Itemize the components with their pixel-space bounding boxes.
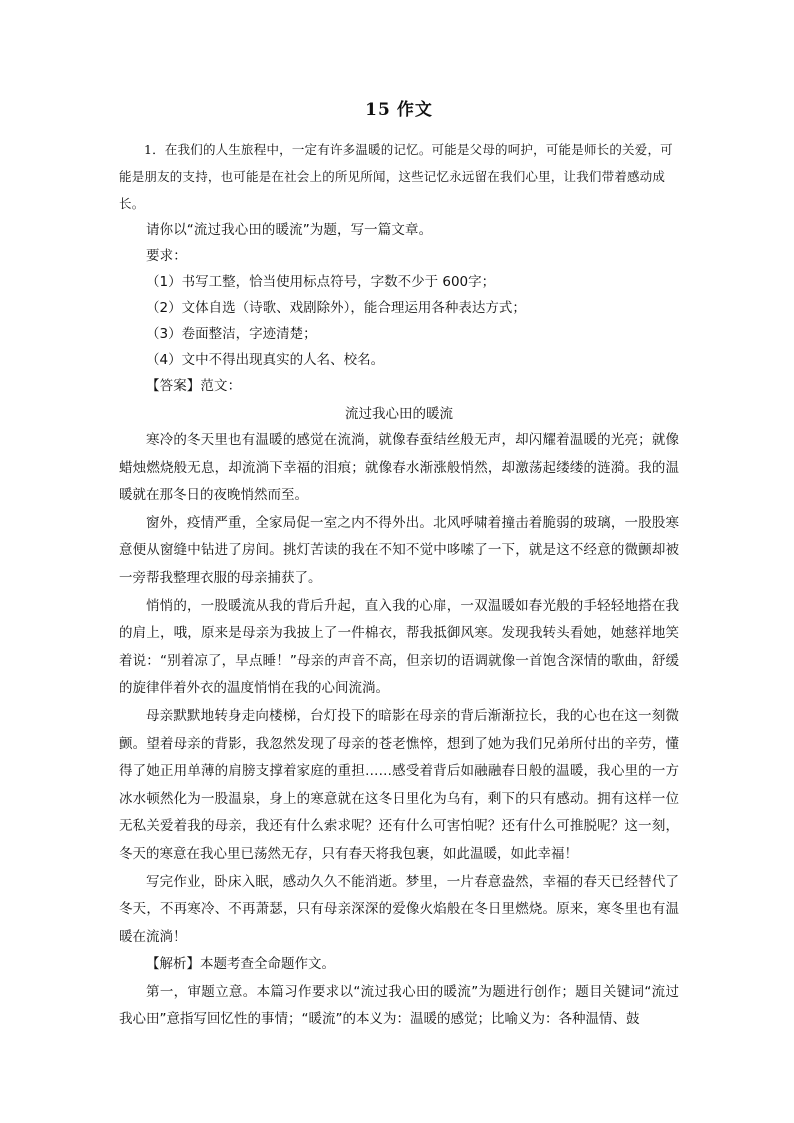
- essay-paragraph: 寒冷的冬天里也有温暖的感觉在流淌，就像春蚕结丝般无声，却闪耀着温暖的光亮；就像蜡烛燃烧般无息，却流淌下幸福的泪痕；就像春水渐涨般悄然，却激荡起缕缕的涟漪。我的温暖就在那冬日的夜晚悄然而至。: [119, 432, 679, 504]
- requirement-item: （2）文体自选（诗歌、戏剧除外），能合理运用各种表达方式；: [146, 300, 526, 316]
- requirement-item: （3）卷面整洁，字迹清楚；: [146, 326, 317, 342]
- analysis-tag: 【解析】: [146, 956, 200, 973]
- analysis-section: [119, 951, 679, 1034]
- page-title: [119, 98, 679, 122]
- page-content: [119, 98, 679, 1034]
- requirement-item: （4）文中不得出现真实的人名、校名。: [146, 352, 385, 368]
- answer-heading: [119, 373, 679, 399]
- analysis-heading: [119, 951, 679, 979]
- analysis-lead: 本题考查全命题作文。: [200, 956, 335, 973]
- analysis-paragraph: 第一，审题立意。本篇习作要求以“流过我心田的暖流”为题进行创作；题目关键词“流过我心田”意指写回忆性的事情；“暖流”的本义为：温暖的感觉；比喻义为：各种温情、鼓: [119, 983, 679, 1028]
- title-text: 作文: [396, 100, 433, 120]
- essay-body: [119, 427, 679, 951]
- question-instruction: 请你以“流过我心田的暖流”为题，写一篇文章。: [146, 222, 433, 238]
- answer-tag: 【答案】: [146, 378, 201, 394]
- essay-paragraph: 写完作业，卧床入眠，感动久久不能消逝。梦里，一片春意盎然，幸福的春天已经替代了冬天，不再寒冷、不再萧瑟，只有母亲深深的爱像火焰般在冬日里燃烧。原来，寒冬里也有温暖在流淌！: [119, 873, 679, 945]
- essay-paragraph: 窗外，疫情严重，全家局促一室之内不得外出。北风呼啸着撞击着脆弱的玻璃，一股股寒意便从窗缝中钻进了房间。挑灯苦读的我在不知不觉中哆嗦了一下，就是这不经意的微颤却被一旁帮我整理衣服的母亲捕获了。: [119, 514, 679, 586]
- title-number: 15: [365, 100, 391, 120]
- requirements-label: 要求：: [146, 248, 187, 264]
- essay-paragraph: 母亲默默地转身走向楼梯，台灯投下的暗影在母亲的背后渐渐拉长，我的心也在这一刻微颤。望着母亲的背影，我忽然发现了母亲的苍老憔悴，想到了她为我们兄弟所付出的辛劳，懂得了她正用单薄的肩膀支撑着家庭的重担……感受着背后如融融春日般的温暖，我心里的一方冰水顿然化为一股温泉，身上的寒意就在这冬日里化为乌有，剩下的只有感动。拥有这样一位无私关爱着我的母亲，我还有什么索求呢？还有什么可害怕呢？还有什么可推脱呢？这一刻，冬天的寒意在我心里已荡然无存，只有春天将我包裹，如此温暖，如此幸福！: [119, 707, 679, 862]
- essay-paragraph: 悄悄的，一股暖流从我的背后升起，直入我的心扉，一双温暖如春光般的手轻轻地搭在我的肩上，哦，原来是母亲为我披上了一件棉衣，帮我抵御风寒。发现我转头看她，她慈祥地笑着说：“别着凉了，早点睡！”母亲的声音不高，但亲切的语调就像一首饱含深情的歌曲，舒缓的旋律伴着外衣的温度悄悄在我的心间流淌。: [119, 597, 679, 697]
- essay-title: 流过我心田的暖流: [345, 406, 453, 422]
- requirement-item: （1）书写工整，恰当使用标点符号，字数不少于 600字；: [146, 274, 496, 290]
- answer-label: 范文：: [200, 378, 242, 394]
- question-prompt: 1．在我们的人生旅程中，一定有许多温暖的记忆。可能是父母的呵护，可能是师长的关爱，可能是朋友的支持，也可能是在社会上的所见所闻，这些记忆永远留在我们心里，让我们带着感动成长。: [119, 142, 673, 211]
